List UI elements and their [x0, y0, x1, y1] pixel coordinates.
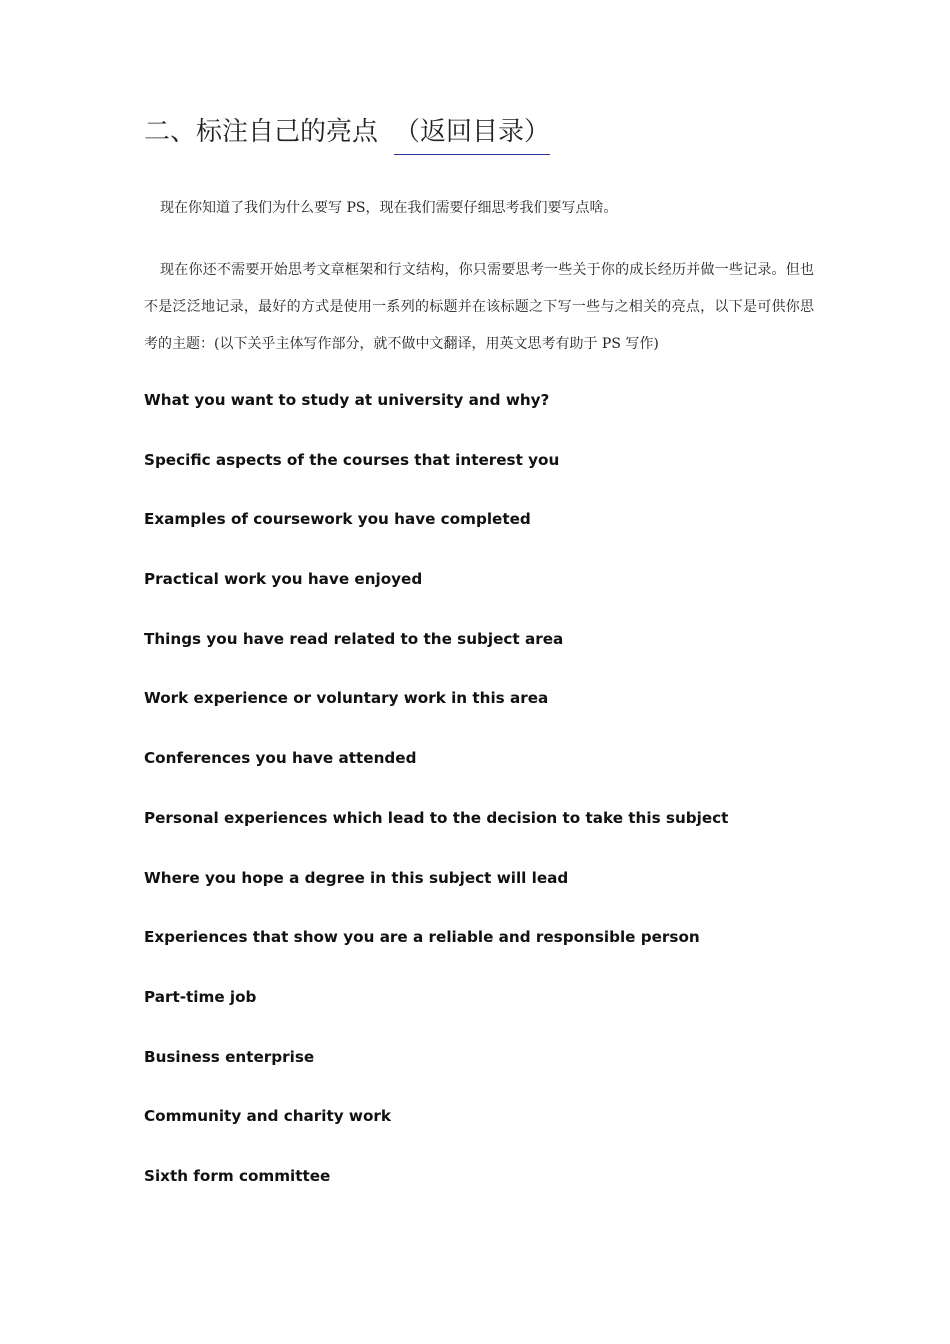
- topic-list: [144, 386, 728, 1222]
- section-heading: [144, 112, 550, 156]
- topic-item: Experiences that show you are a reliable and responsible person: [144, 928, 700, 947]
- section-title: 二、标注自己的亮点: [144, 117, 379, 147]
- topic-item: Part-time job: [144, 987, 257, 1006]
- intro-paragraph: 现在你知道了我们为什么要写 PS，现在我们需要仔细思考我们要写点啥。: [160, 200, 618, 216]
- topic-item: What you want to study at university and why?: [144, 391, 550, 409]
- topic-item: Things you have read related to the subject area: [144, 629, 564, 648]
- topic-item: Work experience or voluntary work in this area: [144, 689, 549, 708]
- topic-item: Sixth form committee: [144, 1166, 331, 1185]
- back-to-toc-link[interactable]: （返回目录）: [394, 112, 550, 155]
- topic-item: Personal experiences which lead to the decision to take this subject: [144, 808, 729, 827]
- topic-item: Conferences you have attended: [144, 749, 417, 768]
- instructions-paragraph: 现在你还不需要开始思考文章框架和行文结构，你只需要思考一些关于你的成长经历并做一些记录。但也不是泛泛地记录，最好的方式是使用一系列的标题并在该标题之下写一些与之相关的亮点，以下是可供你思考的主题：(以下关乎主体写作部分，就不做中文翻译，用英文思考有助于 PS 写作): [144, 262, 814, 352]
- topic-item: Business enterprise: [144, 1047, 315, 1066]
- topic-item: Community and charity work: [144, 1107, 391, 1126]
- topic-item: Practical work you have enjoyed: [144, 570, 423, 589]
- topic-item: Where you hope a degree in this subject will lead: [144, 868, 569, 887]
- topic-item: Examples of coursework you have completed: [144, 510, 531, 529]
- topic-item: Specific aspects of the courses that interest you: [144, 450, 560, 469]
